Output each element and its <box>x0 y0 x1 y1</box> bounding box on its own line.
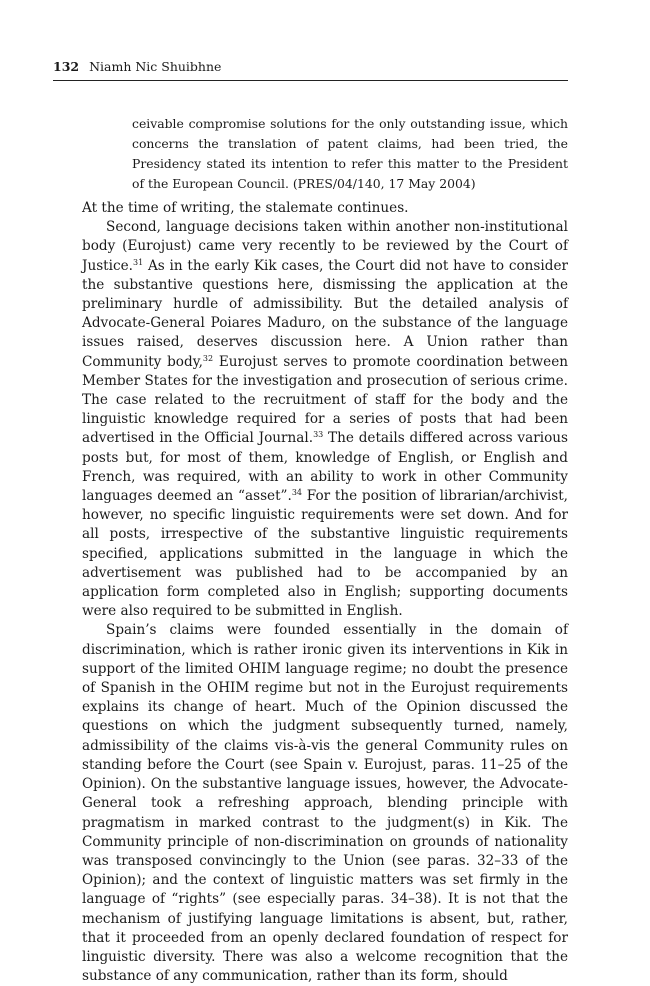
body-text <box>82 199 568 986</box>
footnote-ref-31[interactable]: 31 <box>132 257 144 267</box>
paragraph-2-part-2: As in the early Kik cases, the Court did not have to consider the substantive questions here, dismissing the application at the preliminary hurdle of admissibility. But the detailed analysis of Advocate-General Poiares Maduro, on the substance of the language issues raised, deserves discussion here. A Union rather than Community body, <box>82 257 568 370</box>
paragraph-2-part-5: For the position of librarian/archivist, however, no specific linguistic requirements were set down. And for all posts, irrespective of the substantive linguistic requirements specified, applications submitted in the language in which the advertisement was published had to be accompanied by an application form completed also in English; supporting documents were also required to be submitted in English. <box>82 488 568 620</box>
paragraph-1: At the time of writing, the stalemate continues. <box>82 200 409 216</box>
paragraph-3: Spain’s claims were founded essentially in the domain of discrimination, which is rather ironic given its interventions in Kik in support of the limited OHIM language regime; no doubt the presence of Spanish in the OHIM regime but not in the Eurojust requirements explains its change of heart. Much of the Opinion discussed the questions on which the judgment subsequently turned, namely, admissibility of the claims vis-à-vis the general Community rules on standing before the Court (see Spain v. Eurojust, paras. 11–25 of the Opinion). On the substantive language issues, however, the Advocate-General took a refreshing approach, blending principle with pragmatism in marked contrast to the judgment(s) in Kik. The Community principle of non-discrimination on grounds of nationality was transposed convincingly to the Union (see paras. 32–33 of the Opinion); and the context of linguistic matters was set firmly in the language of “rights” (see especially paras. 34–38). It is not that the mechanism of justifying language limitations is absent, but, rather, that it proceeded from an openly declared foundation of respect for linguistic diversity. There was also a welcome recognition that the substance of any communication, rather than its form, should <box>82 622 568 985</box>
block-quote: ceivable compromise solutions for the only outstanding issue, which concerns the translation of patent claims, had been tried, the Presidency stated its intention to refer this matter to the President of the European Council. (PRES/04/140, 17 May 2004) <box>132 116 568 191</box>
footnote-ref-34[interactable]: 34 <box>291 488 303 498</box>
footnote-ref-32[interactable]: 32 <box>202 353 214 363</box>
paragraph-2-part-1: Second, language decisions taken within another non-institutional body (Eurojust) came very recently to be reviewed by the Court of Justice. <box>82 219 568 274</box>
page-number: 132 <box>53 59 80 74</box>
running-header-author: Niamh Nic Shuibhne <box>89 59 222 74</box>
paragraph-2 <box>82 218 568 621</box>
paragraph-2-part-3: Eurojust serves to promote coordination between Member States for the investigation and prosecution of serious crime. The case related to the recruitment of staff for the body and the linguistic knowledge required for a series of posts that had been advertised in the Official Journal. <box>82 353 568 447</box>
footnote-ref-33[interactable]: 33 <box>313 430 324 440</box>
running-header <box>53 58 568 81</box>
paragraph-2-part-4: The details differed across various posts but, for most of them, knowledge of English, or English and French, was required, with an ability to work in other Community languages deemed an “asset”. <box>82 430 568 505</box>
